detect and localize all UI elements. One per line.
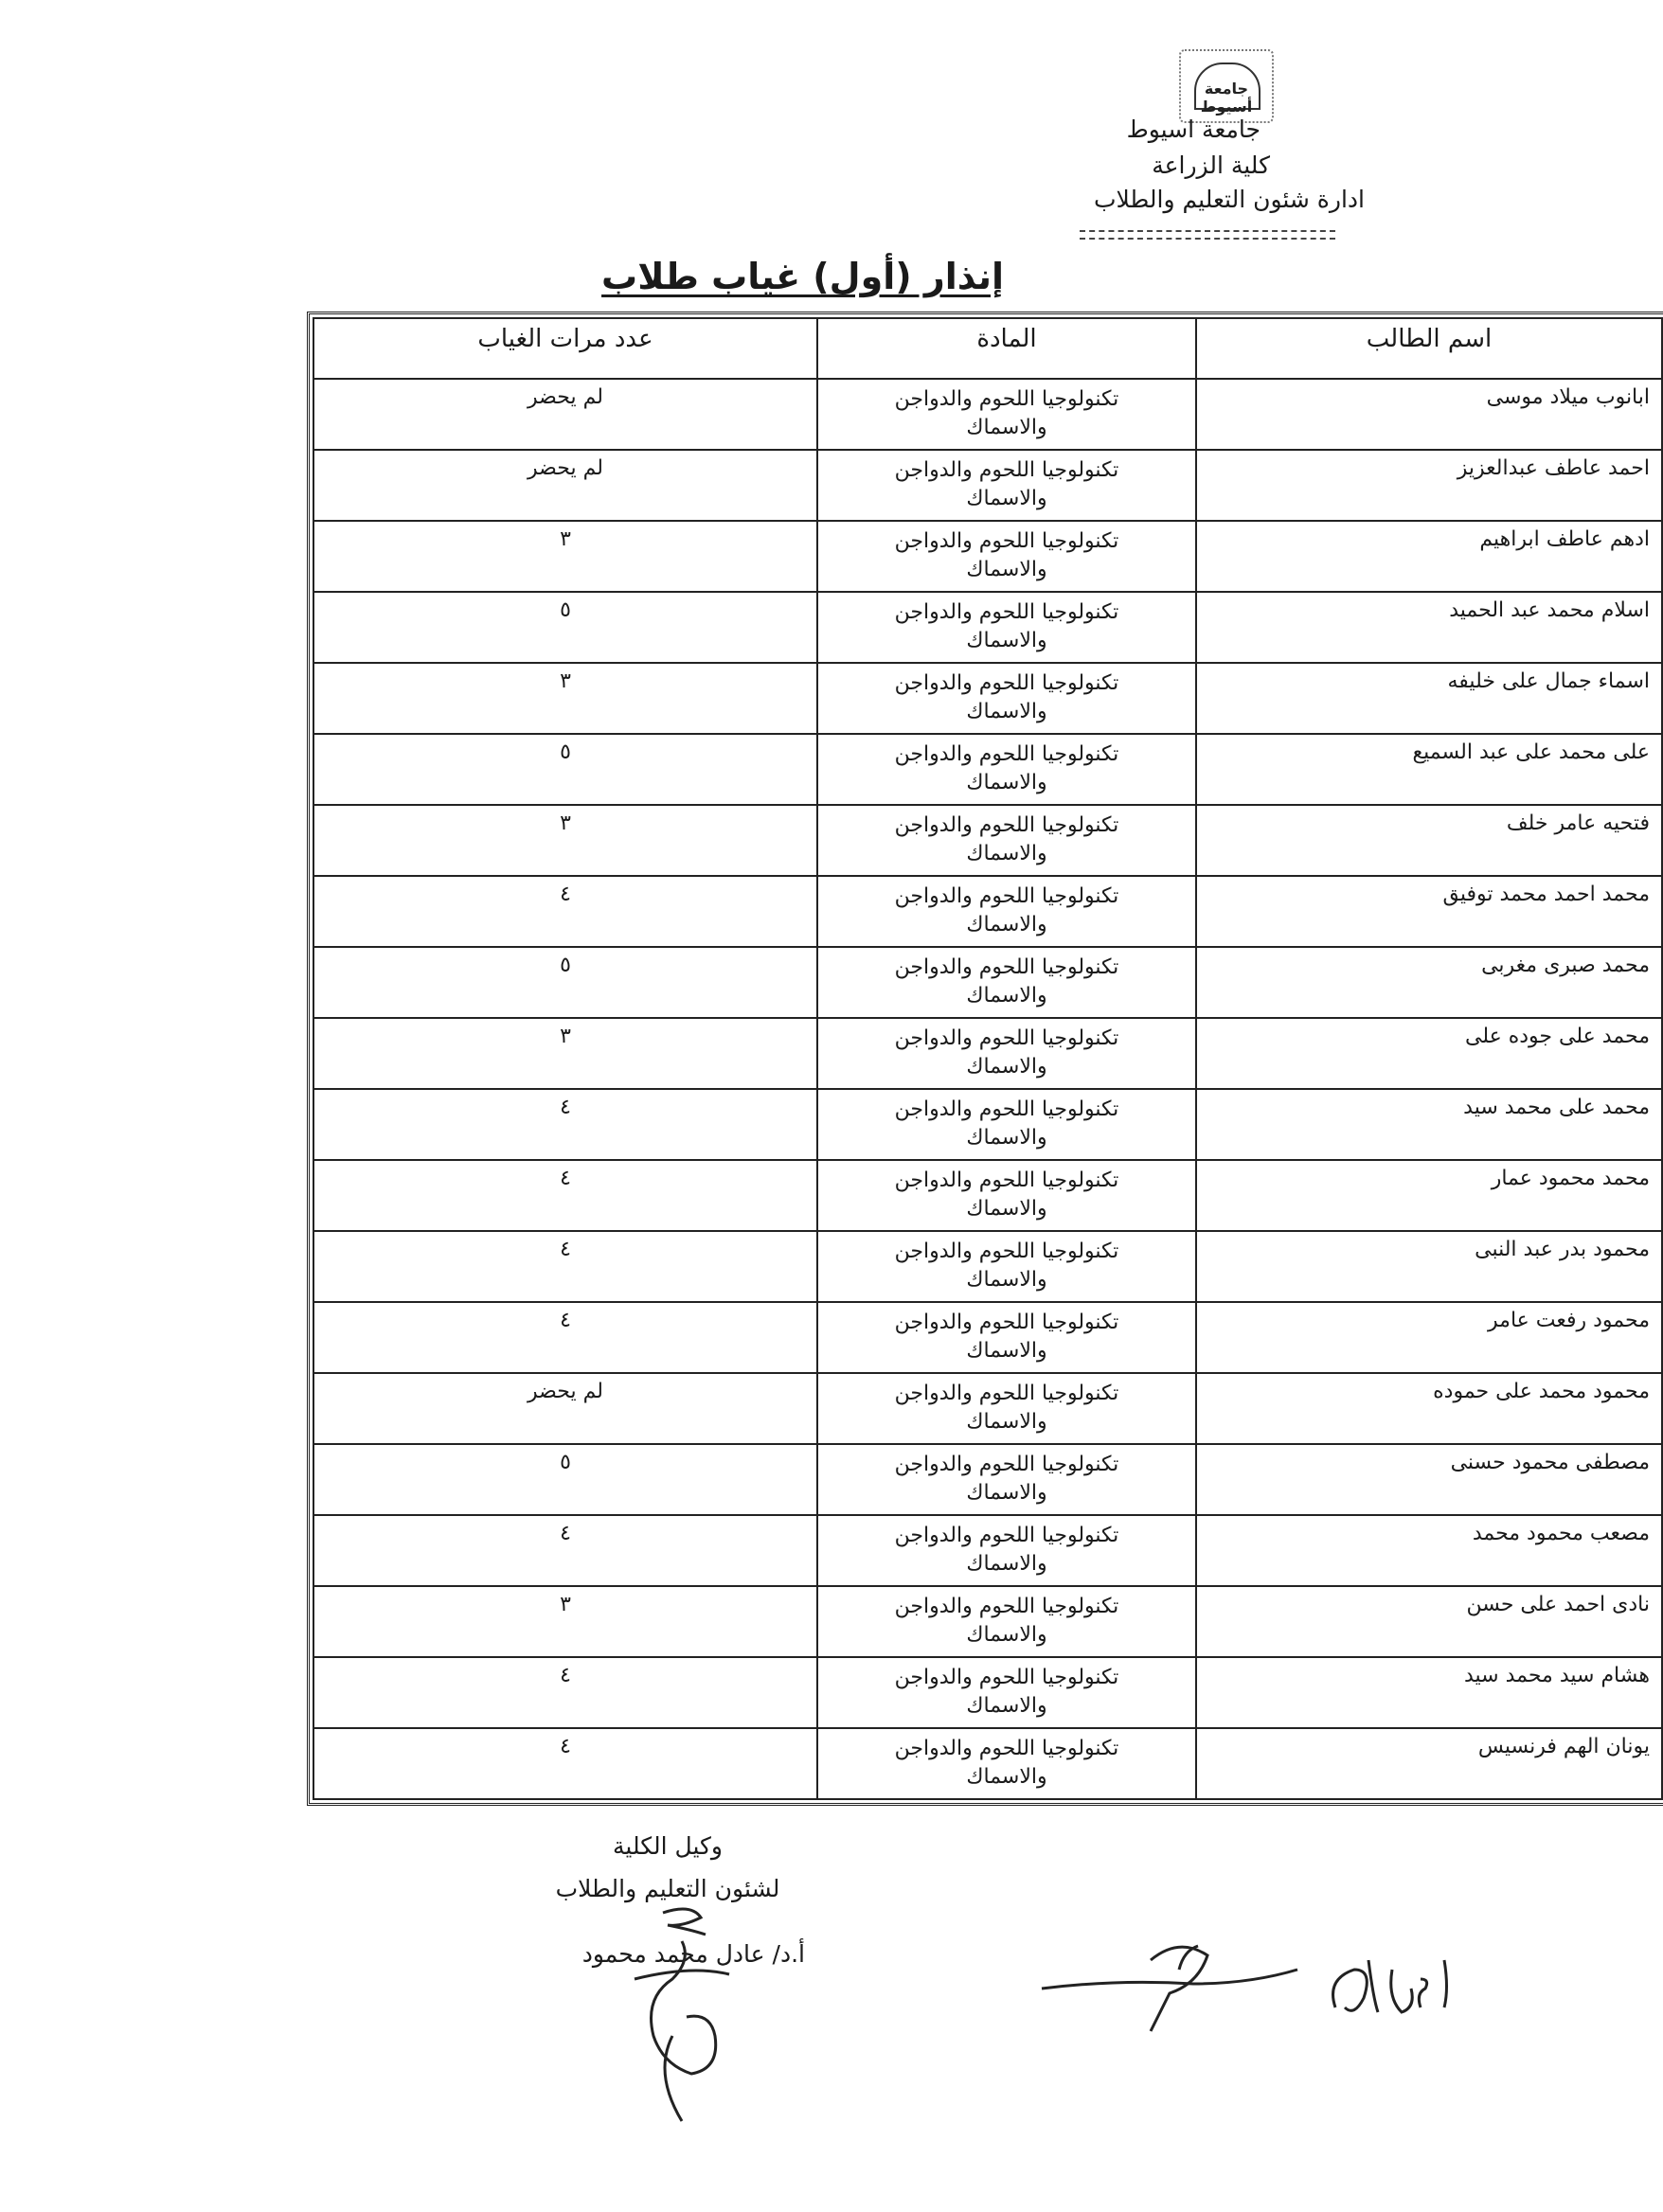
table-row [313, 1657, 1662, 1728]
signature-department: لشئون التعليم والطلاب [555, 1875, 780, 1902]
subject-line-2: والاسماك [966, 1765, 1047, 1789]
header-absence-count: عدد مرات الغياب [313, 318, 817, 379]
subject-line-1: تكنولوجيا اللحوم والدواجن [894, 1311, 1119, 1334]
subject-line-1: تكنولوجيا اللحوم والدواجن [894, 1240, 1119, 1263]
subject-line-2: والاسماك [966, 1339, 1047, 1363]
subject-line-1: تكنولوجيا اللحوم والدواجن [894, 884, 1119, 908]
subject-cell [817, 1586, 1196, 1657]
header-department: ادارة شئون التعليم والطلاب [1093, 186, 1365, 213]
signature-scribble-approver [1037, 1932, 1312, 2036]
subject-line-1: تكنولوجيا اللحوم والدواجن [894, 1453, 1119, 1476]
university-logo [1179, 49, 1274, 123]
subject-cell [817, 1018, 1196, 1089]
student-name: على محمد على عبد السميع [1196, 734, 1662, 805]
student-name: نادى احمد على حسن [1196, 1586, 1662, 1657]
absence-count: لم يحضر [313, 379, 817, 450]
absence-count: ٥ [313, 947, 817, 1018]
student-name: هشام سيد محمد سيد [1196, 1657, 1662, 1728]
table-row [313, 734, 1662, 805]
subject-line-2: والاسماك [966, 1623, 1047, 1647]
absence-count: ٤ [313, 876, 817, 947]
subject-cell [817, 1231, 1196, 1302]
absence-count: لم يحضر [313, 1373, 817, 1444]
student-name: فتحيه عامر خلف [1196, 805, 1662, 876]
subject-cell [817, 805, 1196, 876]
subject-cell [817, 1373, 1196, 1444]
subject-line-2: والاسماك [966, 487, 1047, 510]
absence-count: ٣ [313, 1586, 817, 1657]
subject-cell [817, 1302, 1196, 1373]
absence-count: ٥ [313, 592, 817, 663]
table-row [313, 1373, 1662, 1444]
subject-cell [817, 663, 1196, 734]
absence-count: ٣ [313, 805, 817, 876]
table-row [313, 876, 1662, 947]
absence-count: ٤ [313, 1302, 817, 1373]
student-name: محمد احمد محمد توفيق [1196, 876, 1662, 947]
subject-line-2: والاسماك [966, 771, 1047, 794]
subject-cell [817, 734, 1196, 805]
subject-line-2: والاسماك [966, 1268, 1047, 1292]
subject-line-2: والاسماك [966, 1197, 1047, 1221]
subject-line-2: والاسماك [966, 1552, 1047, 1576]
student-name: احمد عاطف عبدالعزيز [1196, 450, 1662, 521]
subject-cell [817, 1515, 1196, 1586]
table-header-row [313, 318, 1662, 379]
subject-line-2: والاسماك [966, 1481, 1047, 1505]
student-name: محمود بدر عبد النبى [1196, 1231, 1662, 1302]
table-row [313, 1302, 1662, 1373]
signature-scribble-dean [606, 1894, 758, 2140]
table-row [313, 1444, 1662, 1515]
absence-count: ٤ [313, 1728, 817, 1799]
absence-count: ٤ [313, 1515, 817, 1586]
table-row [313, 663, 1662, 734]
subject-cell [817, 521, 1196, 592]
table-row [313, 592, 1662, 663]
handwritten-note-scribble [1316, 1941, 1458, 2026]
table-row [313, 450, 1662, 521]
header-subject: المادة [817, 318, 1196, 379]
absence-count: ٤ [313, 1231, 817, 1302]
student-name: يونان الهم فرنسيس [1196, 1728, 1662, 1799]
subject-line-2: والاسماك [966, 416, 1047, 439]
subject-line-1: تكنولوجيا اللحوم والدواجن [894, 600, 1119, 624]
student-name: محمود محمد على حموده [1196, 1373, 1662, 1444]
subject-line-2: والاسماك [966, 629, 1047, 652]
student-name: محمود رفعت عامر [1196, 1302, 1662, 1373]
student-name: مصطفى محمود حسنى [1196, 1444, 1662, 1515]
absence-count: ٥ [313, 1444, 817, 1515]
subject-line-2: والاسماك [966, 842, 1047, 865]
signature-title: وكيل الكلية [613, 1832, 723, 1860]
subject-cell [817, 947, 1196, 1018]
student-name: محمد على محمد سيد [1196, 1089, 1662, 1160]
subject-cell [817, 592, 1196, 663]
subject-line-1: تكنولوجيا اللحوم والدواجن [894, 955, 1119, 979]
absence-count: ٥ [313, 734, 817, 805]
subject-line-1: تكنولوجيا اللحوم والدواجن [894, 813, 1119, 837]
subject-line-2: والاسماك [966, 984, 1047, 1008]
subject-line-1: تكنولوجيا اللحوم والدواجن [894, 1382, 1119, 1405]
subject-line-1: تكنولوجيا اللحوم والدواجن [894, 458, 1119, 482]
table-row [313, 1089, 1662, 1160]
student-name: مصعب محمود محمد [1196, 1515, 1662, 1586]
handwritten-note-text: أول [1316, 1941, 1318, 1942]
absence-count: ٤ [313, 1657, 817, 1728]
header-divider [1080, 230, 1335, 240]
table-row [313, 1231, 1662, 1302]
student-name: ادهم عاطف ابراهيم [1196, 521, 1662, 592]
subject-line-1: تكنولوجيا اللحوم والدواجن [894, 387, 1119, 411]
subject-line-1: تكنولوجيا اللحوم والدواجن [894, 671, 1119, 695]
signatory-name: أ.د/ عادل محمد محمود [581, 1940, 805, 1968]
table-row [313, 1018, 1662, 1089]
table-row [313, 1515, 1662, 1586]
absence-count: لم يحضر [313, 450, 817, 521]
table-row [313, 379, 1662, 450]
header-faculty: كلية الزراعة [1152, 152, 1270, 179]
subject-line-1: تكنولوجيا اللحوم والدواجن [894, 1595, 1119, 1618]
student-name: محمد على جوده على [1196, 1018, 1662, 1089]
absence-count: ٣ [313, 663, 817, 734]
subject-line-1: تكنولوجيا اللحوم والدواجن [894, 1524, 1119, 1547]
subject-cell [817, 1444, 1196, 1515]
subject-line-2: والاسماك [966, 1126, 1047, 1150]
subject-cell [817, 379, 1196, 450]
absence-count: ٣ [313, 521, 817, 592]
subject-cell [817, 876, 1196, 947]
subject-line-1: تكنولوجيا اللحوم والدواجن [894, 1666, 1119, 1689]
subject-line-2: والاسماك [966, 913, 1047, 937]
subject-cell [817, 450, 1196, 521]
logo-text: جامعة أسيوط [1200, 80, 1253, 116]
subject-line-2: والاسماك [966, 1410, 1047, 1434]
student-name: ابانوب ميلاد موسى [1196, 379, 1662, 450]
subject-line-2: والاسماك [966, 1055, 1047, 1079]
subject-line-1: تكنولوجيا اللحوم والدواجن [894, 1026, 1119, 1050]
subject-line-2: والاسماك [966, 558, 1047, 581]
subject-line-1: تكنولوجيا اللحوم والدواجن [894, 529, 1119, 553]
table-row [313, 1160, 1662, 1231]
absence-count: ٤ [313, 1160, 817, 1231]
student-name: اسلام محمد عبد الحميد [1196, 592, 1662, 663]
absence-count: ٣ [313, 1018, 817, 1089]
student-name: اسماء جمال على خليفه [1196, 663, 1662, 734]
subject-cell [817, 1089, 1196, 1160]
student-name: محمد محمود عمار [1196, 1160, 1662, 1231]
subject-line-1: تكنولوجيا اللحوم والدواجن [894, 1168, 1119, 1192]
table-row [313, 1728, 1662, 1799]
subject-line-1: تكنولوجيا اللحوم والدواجن [894, 1737, 1119, 1760]
subject-line-2: والاسماك [966, 700, 1047, 723]
subject-cell [817, 1160, 1196, 1231]
student-name: محمد صبرى مغربى [1196, 947, 1662, 1018]
table-row [313, 521, 1662, 592]
page-title: إنذار (أول) غياب طلاب [601, 256, 1004, 297]
header-university: جامعة اسيوط [1126, 116, 1261, 143]
subject-line-1: تكنولوجيا اللحوم والدواجن [894, 1097, 1119, 1121]
subject-cell [817, 1657, 1196, 1728]
subject-line-2: والاسماك [966, 1694, 1047, 1718]
table-row [313, 947, 1662, 1018]
subject-cell [817, 1728, 1196, 1799]
subject-line-1: تكنولوجيا اللحوم والدواجن [894, 742, 1119, 766]
absence-count: ٤ [313, 1089, 817, 1160]
absence-table [313, 317, 1663, 1800]
header-student-name: اسم الطالب [1196, 318, 1662, 379]
table-row [313, 1586, 1662, 1657]
table-row [313, 805, 1662, 876]
